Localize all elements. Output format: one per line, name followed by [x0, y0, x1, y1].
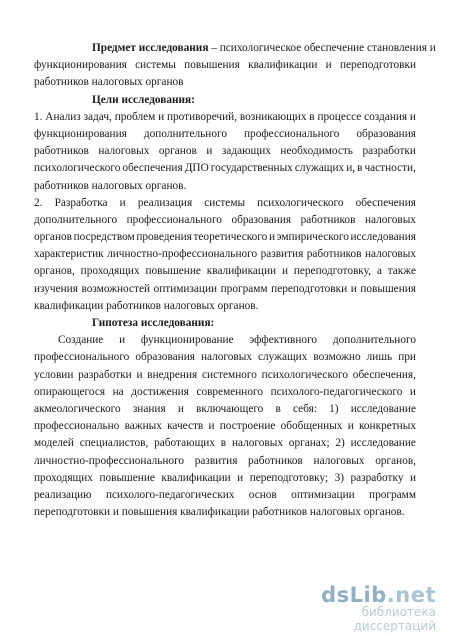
word: профессионального	[244, 127, 340, 140]
word: и,	[346, 162, 356, 175]
word: и	[409, 471, 416, 484]
text-line	[34, 298, 416, 315]
word: и	[347, 420, 354, 433]
word: частности,	[364, 162, 416, 175]
word: психологического	[261, 368, 349, 381]
logo-tld-text: .net	[386, 583, 436, 607]
word: в	[309, 110, 315, 123]
text-line	[34, 178, 416, 195]
word: и	[206, 145, 213, 158]
word: психологического	[34, 162, 121, 175]
heading-text: Цели исследования:	[92, 93, 195, 106]
word: системы	[204, 196, 246, 209]
word: работников	[306, 248, 362, 261]
text-line	[34, 212, 416, 229]
word: личностно-профессионального	[107, 248, 258, 261]
word: конкретных	[358, 420, 416, 433]
word: программ	[369, 488, 416, 501]
section-heading-goals	[34, 92, 416, 109]
word: и	[158, 110, 165, 123]
word: повышения	[184, 59, 240, 72]
line-text: работников налоговых органов	[34, 76, 184, 89]
word: возникающих	[239, 110, 307, 123]
word: знания	[132, 402, 166, 415]
word: оптимизации	[291, 488, 355, 501]
watermark-logo	[281, 583, 436, 607]
word: функционирование	[140, 334, 234, 347]
word: эффективного	[249, 334, 318, 347]
word: профессионального	[34, 351, 130, 364]
word: построение	[219, 420, 276, 433]
text-line	[34, 435, 416, 452]
text-line	[34, 195, 416, 212]
word: исследование	[350, 402, 416, 415]
word: 2.	[34, 196, 43, 209]
document-body	[34, 40, 436, 521]
text-line	[34, 281, 416, 298]
word: важных	[124, 420, 162, 433]
text-line	[34, 160, 416, 177]
line-text: работников налоговых органов.	[34, 179, 187, 192]
text-line	[34, 263, 416, 280]
text-line	[34, 229, 416, 246]
word: создания	[364, 110, 408, 123]
word: развития	[194, 454, 238, 467]
text-line	[34, 143, 416, 160]
word: основ	[248, 488, 277, 501]
text-line	[34, 109, 416, 126]
word: 2)	[335, 437, 345, 450]
word: включающего	[196, 402, 264, 415]
word: психолого-педагогического	[270, 385, 403, 398]
word: реализацию	[34, 488, 92, 501]
word: условии	[34, 368, 74, 381]
word: образования	[135, 351, 195, 364]
word: органов	[34, 231, 72, 244]
word: процессе	[317, 110, 362, 123]
text-line	[34, 74, 416, 91]
word: обеспечения	[355, 196, 416, 209]
word: проблем	[114, 110, 156, 123]
word: переподготовку;	[249, 471, 329, 484]
watermark-subtitle: библиотека диссертаций	[353, 605, 436, 633]
word: налоговых	[200, 351, 252, 364]
word: работников	[34, 145, 89, 158]
word: разработку	[350, 471, 404, 484]
word: оптимизации	[153, 282, 218, 295]
word: характеристик	[34, 248, 104, 261]
word: в	[357, 162, 363, 175]
word: и	[208, 420, 215, 433]
site-watermark	[281, 583, 436, 633]
word: и	[177, 402, 184, 415]
text-line	[34, 126, 416, 143]
word: 3)	[334, 471, 345, 484]
word: опирающегося	[34, 385, 106, 398]
word: 1.	[34, 110, 43, 123]
word: достижения	[131, 385, 189, 398]
word: психологического	[257, 196, 344, 209]
word: образования	[231, 213, 292, 226]
word: качеств	[167, 420, 204, 433]
word: профессионального	[126, 213, 222, 226]
word: лишь	[366, 351, 393, 364]
word: возможно	[313, 351, 361, 364]
word: задач,	[83, 110, 112, 123]
word: 1)	[329, 402, 339, 415]
text-line	[34, 367, 416, 384]
subject-text: – психологическое обеспечение становления и	[208, 42, 436, 54]
word: системного	[202, 368, 257, 381]
word: и	[409, 110, 416, 123]
word: функционирования	[34, 59, 127, 72]
word: себя:	[293, 402, 317, 415]
word: и	[119, 196, 126, 209]
word: психолого-педагогических	[106, 488, 235, 501]
word: органах;	[288, 437, 330, 450]
text-line	[34, 401, 416, 418]
word: проходящих	[80, 265, 140, 278]
word: теоретического	[193, 231, 268, 244]
word: переподготовку,	[293, 265, 371, 278]
line-text: переподготовки и повышения квалификации работников налоговых органов.	[34, 506, 405, 519]
text-line	[34, 332, 416, 349]
word: задающих	[221, 145, 271, 158]
word: противоречий,	[166, 110, 238, 123]
text-line	[34, 418, 416, 435]
word: налоговых	[231, 437, 283, 450]
word: необходимость	[280, 145, 353, 158]
word: на	[112, 385, 124, 398]
word: повышения	[360, 282, 416, 295]
word: государственных	[210, 162, 293, 175]
word: обобщенных	[280, 420, 343, 433]
word: органов,	[34, 265, 75, 278]
word: проходящих	[34, 471, 93, 484]
word: а	[376, 265, 382, 278]
word: повышение	[99, 471, 155, 484]
word: служащих	[258, 351, 308, 364]
word: современного	[196, 385, 263, 398]
text-line	[34, 40, 436, 57]
text-line	[34, 504, 416, 521]
word: налоговых	[313, 454, 365, 467]
text-line	[34, 246, 416, 263]
text-line	[34, 349, 416, 366]
word: исследования	[350, 231, 416, 244]
word: органов	[158, 145, 197, 158]
word: реализация	[137, 196, 193, 209]
word: возможностей	[81, 282, 150, 295]
word: внедрения	[147, 368, 198, 381]
word: работающих	[154, 437, 215, 450]
word: и	[350, 282, 357, 295]
word: работников	[300, 213, 356, 226]
word: налоговых	[364, 248, 416, 261]
word: и	[409, 385, 416, 398]
word: профессионально	[34, 420, 120, 433]
word: квалификации	[206, 265, 277, 278]
logo-main-text: dsLib	[321, 583, 387, 607]
word: личностно-профессионального	[34, 454, 185, 467]
word: налоговых	[364, 213, 416, 226]
word: работников	[248, 454, 303, 467]
word: разработки	[78, 368, 132, 381]
word: образования	[356, 127, 416, 140]
text-line	[34, 453, 416, 470]
word: Разработка	[54, 196, 108, 209]
word: и	[237, 471, 244, 484]
text-line	[34, 487, 416, 504]
word: эмпирического	[276, 231, 349, 244]
word: и	[119, 334, 126, 347]
word: в	[220, 437, 227, 450]
word: Создание	[58, 334, 104, 347]
word: дополнительного	[34, 213, 118, 226]
word: программ	[220, 282, 268, 295]
word: дополнительного	[143, 127, 227, 140]
word: обеспечения,	[352, 368, 416, 381]
word: переподготовки	[340, 59, 416, 72]
word: системы	[135, 59, 176, 72]
word: переподготовки	[271, 282, 348, 295]
word: обеспечения	[122, 162, 183, 175]
word: исследование	[350, 437, 416, 450]
word: моделей	[34, 437, 74, 450]
line-text: квалификации работников налоговых органов.	[34, 299, 259, 312]
section-heading-hypothesis	[34, 315, 416, 332]
text-line	[34, 384, 416, 401]
word: при	[398, 351, 416, 364]
word: развития	[260, 248, 304, 261]
word: посредством	[73, 231, 135, 244]
text-line	[34, 57, 416, 74]
word: повышение	[145, 265, 201, 278]
word: также	[387, 265, 416, 278]
heading-text: Гипотеза исследования:	[92, 317, 215, 329]
word: служащих	[294, 162, 345, 175]
word: функционирования	[34, 127, 127, 140]
text-line	[34, 470, 416, 487]
word: и	[268, 231, 275, 244]
word: и	[136, 368, 143, 381]
word: специалистов,	[79, 437, 149, 450]
word: и	[325, 59, 332, 72]
word: изучения	[34, 282, 78, 295]
word: и	[281, 265, 288, 278]
word: квалификации	[161, 471, 231, 484]
subject-label: Предмет исследования	[92, 42, 209, 54]
word: проведения	[136, 231, 192, 244]
word: Анализ	[45, 110, 81, 123]
word: акмеологического	[34, 402, 121, 415]
word: ДПО	[184, 162, 209, 175]
word: разработки	[362, 145, 416, 158]
word: налоговых	[98, 145, 150, 158]
word: в	[275, 402, 281, 415]
word: квалификации	[248, 59, 318, 72]
word: дополнительного	[332, 334, 416, 347]
word: органов,	[375, 454, 416, 467]
